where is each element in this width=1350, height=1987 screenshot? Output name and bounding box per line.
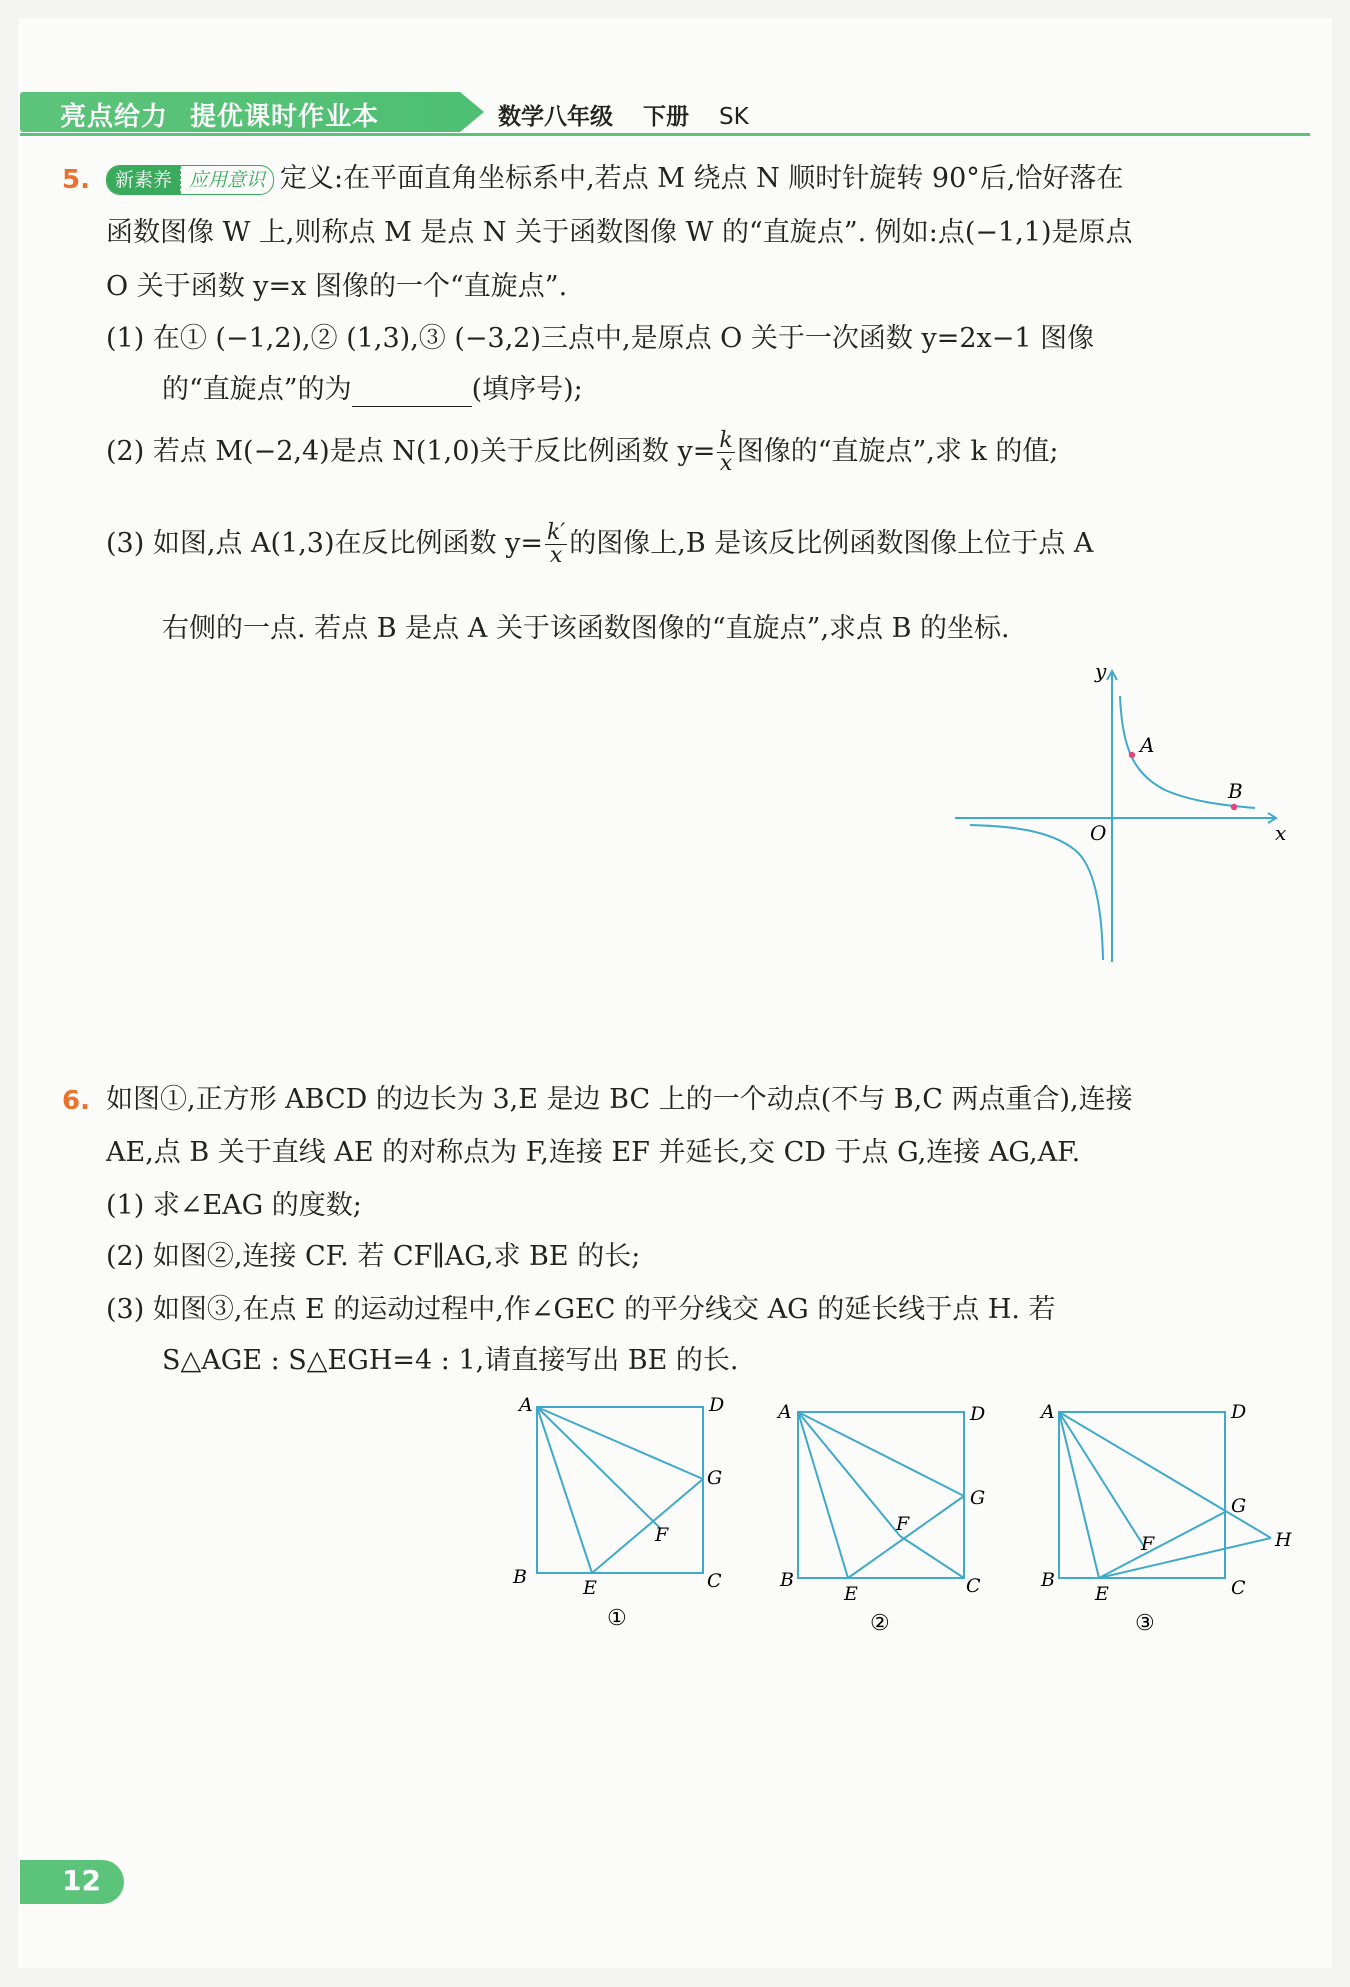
series-name: 提优课时作业本 (190, 102, 380, 132)
q6-part-2: (2) 如图②,连接 CF. 若 CF∥AG,求 BE 的长; (106, 1241, 641, 1272)
label-e: E (1095, 1583, 1109, 1605)
segment-eh (1099, 1538, 1271, 1578)
figure-3 (1035, 1400, 1305, 1650)
origin-label: O (1090, 821, 1107, 845)
label-d: D (970, 1403, 986, 1425)
point-a-label: A (1140, 733, 1155, 757)
header-brand (60, 96, 401, 133)
q5-part-3-b: 的图像上,B 是该反比例函数图像上位于点 A (569, 528, 1094, 559)
label-a: A (778, 1401, 792, 1423)
y-label: y (1095, 660, 1107, 683)
answer-blank[interactable] (352, 380, 472, 407)
fraction-kprime-over-x (545, 522, 567, 567)
q6-part-1: (1) 求∠EAG 的度数; (106, 1190, 362, 1221)
q5-part-2-b: 图像的“直旋点”,求 k 的值; (736, 436, 1059, 467)
label-c: C (707, 1570, 722, 1592)
segment-af (537, 1407, 660, 1528)
label-e: E (583, 1577, 597, 1599)
frac-den: x (719, 451, 733, 476)
label-b: B (780, 1569, 794, 1591)
q5-line-3: O 关于函数 y=x 图像的一个“直旋点”. (106, 271, 568, 302)
label-h: H (1275, 1529, 1292, 1551)
segment-af (798, 1412, 900, 1536)
q5-line-2: 函数图像 W 上,则称点 M 是点 N 关于函数图像 W 的“直旋点”. 例如:点(−1,1)是原点 (106, 217, 1133, 248)
segment-eg (592, 1479, 703, 1573)
label-d: D (1231, 1401, 1247, 1423)
page-number: 12 (62, 1864, 101, 1897)
q5-part-2 (106, 430, 1059, 475)
inverse-function-graph (950, 660, 1290, 970)
segment-eg (1099, 1512, 1225, 1578)
figure-2 (770, 1400, 1000, 1650)
fraction-k-over-x (717, 430, 734, 475)
page-sheet (18, 18, 1332, 1968)
label-c: C (1231, 1577, 1246, 1599)
q5-definition-1: 定义:在平面直角坐标系中,若点 M 绕点 N 顺时针旋转 90°后,恰好落在 (280, 163, 1124, 194)
badge-sub: 应用意识 (180, 166, 273, 194)
subject-grade: 数学八年级 (498, 104, 613, 130)
point-b (1231, 804, 1237, 810)
q5-part-1: (1) 在① (−1,2),② (1,3),③ (−3,2)三点中,是原点 O 关于一次函数 y=2x−1 图像 (106, 323, 1095, 354)
label-c: C (966, 1575, 981, 1597)
label-g: G (970, 1487, 986, 1509)
label-f: F (1141, 1533, 1155, 1555)
x-label: x (1275, 821, 1287, 845)
q5-part-1-cont (162, 373, 583, 407)
volume: 下册 (643, 104, 689, 130)
q6-part-3-cont: S△AGE : S△EGH=4 : 1,请直接写出 BE 的长. (162, 1345, 739, 1376)
q6-part-3: (3) 如图③,在点 E 的运动过程中,作∠GEC 的平分线交 AG 的延长线于点 H. 若 (106, 1294, 1056, 1325)
q5-part-3 (106, 522, 1093, 567)
branch-q3 (970, 825, 1103, 960)
segment-ag (537, 1407, 703, 1479)
question-6-number: 6. (62, 1086, 90, 1116)
q6-line-2: AE,点 B 关于直线 AE 的对称点为 F,连接 EF 并延长,交 CD 于点 G,连接 AG,AF. (106, 1137, 1081, 1168)
label-d: D (709, 1395, 725, 1416)
frac-den: x (549, 543, 563, 568)
header-subject (498, 98, 779, 131)
q5-part-1-text: 的“直旋点”的为 (162, 374, 352, 405)
point-a (1129, 752, 1135, 758)
q5-part-3-a: (3) 如图,点 A(1,3)在反比例函数 y= (106, 528, 543, 559)
header-rule (20, 133, 1310, 136)
caption-3: ③ (1135, 1611, 1155, 1636)
frac-num: k (719, 428, 733, 453)
segment-ae (798, 1412, 848, 1578)
question-5-number: 5. (62, 165, 90, 195)
label-b: B (513, 1566, 527, 1588)
segment-af (1059, 1412, 1145, 1548)
q5-part-1-hint: (填序号); (471, 374, 583, 405)
caption-1: ① (607, 1606, 627, 1631)
label-a: A (519, 1395, 533, 1416)
label-f: F (655, 1524, 669, 1546)
literacy-badge (106, 165, 274, 195)
q6-line-1: 如图①,正方形 ABCD 的边长为 3,E 是边 BC 上的一个动点(不与 B,C 两点重合),连接 (106, 1084, 1133, 1115)
point-b-label: B (1228, 779, 1243, 803)
segment-ag (798, 1412, 964, 1496)
segment-ah (1059, 1412, 1271, 1538)
caption-2: ② (870, 1611, 890, 1636)
label-f: F (896, 1513, 910, 1535)
label-e: E (844, 1583, 858, 1605)
edition: SK (719, 104, 749, 130)
label-b: B (1041, 1569, 1055, 1591)
brand-name: 亮点给力 (60, 102, 169, 132)
segment-ae (537, 1407, 592, 1573)
q5-part-2-a: (2) 若点 M(−2,4)是点 N(1,0)关于反比例函数 y= (106, 436, 716, 467)
figure-1 (505, 1395, 735, 1645)
frac-num: k′ (546, 520, 566, 545)
label-a: A (1041, 1401, 1055, 1423)
label-g: G (1231, 1495, 1247, 1517)
page-header (20, 92, 1310, 138)
label-g: G (707, 1467, 723, 1489)
q5-line-1 (106, 162, 1123, 196)
q5-part-3-cont: 右侧的一点. 若点 B 是点 A 关于该函数图像的“直旋点”,求点 B 的坐标. (162, 613, 1010, 644)
badge-main: 新素养 (107, 166, 180, 194)
segment-cf (900, 1536, 964, 1578)
segment-ae (1059, 1412, 1099, 1578)
